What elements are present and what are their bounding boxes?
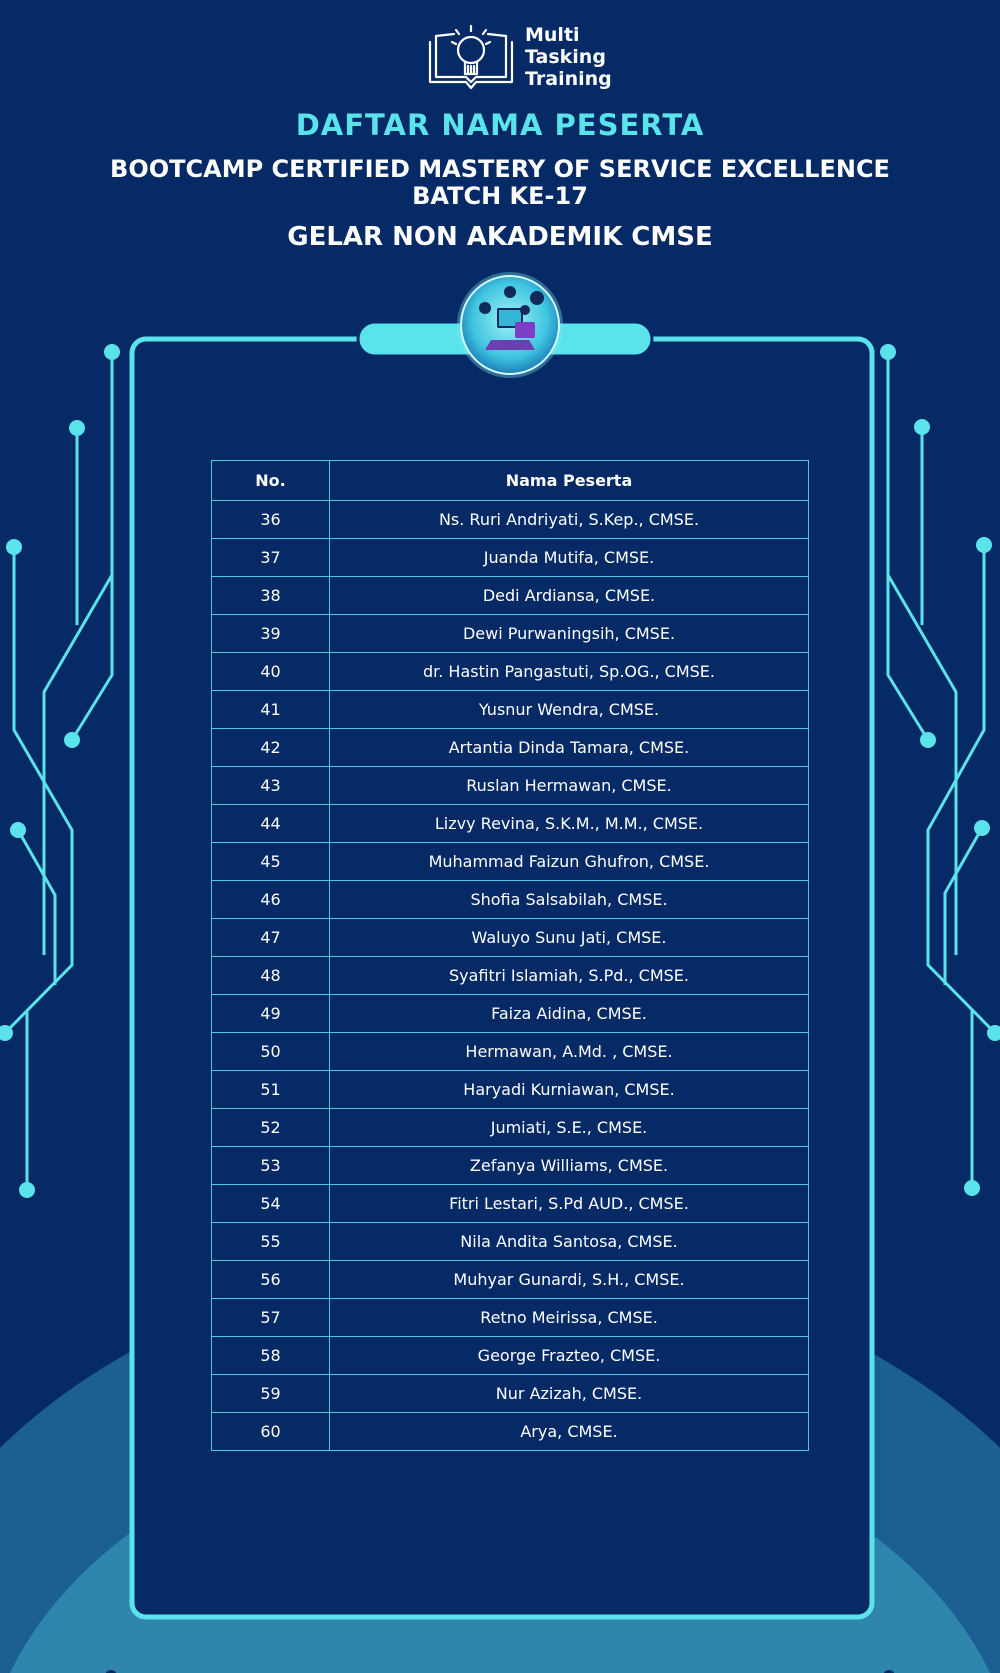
program-title-line-1: BOOTCAMP CERTIFIED MASTERY OF SERVICE EXCELLENCE — [110, 155, 890, 183]
degree-title: GELAR NON AKADEMIK CMSE — [287, 222, 713, 252]
table-row — [212, 1375, 809, 1413]
row-number: 51 — [212, 1071, 330, 1109]
participant-name: Nila Andita Santosa, CMSE. — [330, 1223, 809, 1261]
table-row — [212, 843, 809, 881]
table-row — [212, 501, 809, 539]
participants-table — [211, 460, 809, 1451]
participant-name: Yusnur Wendra, CMSE. — [330, 691, 809, 729]
computer-tech-icon — [455, 270, 565, 380]
page-title: DAFTAR NAMA PESERTA — [295, 108, 705, 142]
table-row — [212, 767, 809, 805]
brand-line-3: Training — [525, 68, 612, 90]
row-number: 40 — [212, 653, 330, 691]
table-row — [212, 1261, 809, 1299]
table-row — [212, 1223, 809, 1261]
row-number: 45 — [212, 843, 330, 881]
participant-name: Waluyo Sunu Jati, CMSE. — [330, 919, 809, 957]
table-row — [212, 729, 809, 767]
book-lightbulb-icon — [426, 22, 516, 94]
row-number: 50 — [212, 1033, 330, 1071]
row-number: 36 — [212, 501, 330, 539]
row-number: 57 — [212, 1299, 330, 1337]
table-row — [212, 919, 809, 957]
participant-name: Haryadi Kurniawan, CMSE. — [330, 1071, 809, 1109]
participant-name: Ruslan Hermawan, CMSE. — [330, 767, 809, 805]
participant-name: Lizvy Revina, S.K.M., M.M., CMSE. — [330, 805, 809, 843]
row-number: 46 — [212, 881, 330, 919]
participant-name: Retno Meirissa, CMSE. — [330, 1299, 809, 1337]
program-title-line-2: BATCH KE-17 — [412, 182, 588, 210]
participant-name: Hermawan, A.Md. , CMSE. — [330, 1033, 809, 1071]
circuit-left — [5, 352, 112, 1190]
row-number: 56 — [212, 1261, 330, 1299]
row-number: 49 — [212, 995, 330, 1033]
brand-line-1: Multi — [525, 24, 580, 46]
circuit-right-nodes — [880, 344, 1000, 1196]
row-number: 41 — [212, 691, 330, 729]
row-number: 54 — [212, 1185, 330, 1223]
table-row — [212, 653, 809, 691]
participant-name: Faiza Aidina, CMSE. — [330, 995, 809, 1033]
row-number: 44 — [212, 805, 330, 843]
row-number: 53 — [212, 1147, 330, 1185]
program-title — [100, 156, 900, 210]
table-row — [212, 995, 809, 1033]
row-number: 39 — [212, 615, 330, 653]
circuit-left-nodes — [0, 344, 120, 1198]
participant-name: Juanda Mutifa, CMSE. — [330, 539, 809, 577]
brand-line-2: Tasking — [525, 46, 606, 68]
participant-name: Shofia Salsabilah, CMSE. — [330, 881, 809, 919]
brand-logo — [426, 22, 626, 94]
participant-name: Jumiati, S.E., CMSE. — [330, 1109, 809, 1147]
table-row — [212, 1071, 809, 1109]
table-row — [212, 539, 809, 577]
row-number: 52 — [212, 1109, 330, 1147]
row-number: 60 — [212, 1413, 330, 1451]
participant-name: Ns. Ruri Andriyati, S.Kep., CMSE. — [330, 501, 809, 539]
row-number: 43 — [212, 767, 330, 805]
row-number: 42 — [212, 729, 330, 767]
participant-name: Dewi Purwaningsih, CMSE. — [330, 615, 809, 653]
row-number: 38 — [212, 577, 330, 615]
table-row — [212, 577, 809, 615]
brand-name — [525, 24, 612, 90]
row-number: 37 — [212, 539, 330, 577]
table-row — [212, 881, 809, 919]
participant-name: George Frazteo, CMSE. — [330, 1337, 809, 1375]
row-number: 59 — [212, 1375, 330, 1413]
participant-name: Arya, CMSE. — [330, 1413, 809, 1451]
row-number: 58 — [212, 1337, 330, 1375]
table-row — [212, 805, 809, 843]
participant-name: Dedi Ardiansa, CMSE. — [330, 577, 809, 615]
participant-name: dr. Hastin Pangastuti, Sp.OG., CMSE. — [330, 653, 809, 691]
table-row — [212, 615, 809, 653]
table-row — [212, 1413, 809, 1451]
table-header-row — [212, 461, 809, 501]
participant-name: Fitri Lestari, S.Pd AUD., CMSE. — [330, 1185, 809, 1223]
participant-name: Nur Azizah, CMSE. — [330, 1375, 809, 1413]
row-number: 48 — [212, 957, 330, 995]
table-row — [212, 1109, 809, 1147]
row-number: 47 — [212, 919, 330, 957]
participant-name: Artantia Dinda Tamara, CMSE. — [330, 729, 809, 767]
table-row — [212, 1299, 809, 1337]
participant-name: Muhammad Faizun Ghufron, CMSE. — [330, 843, 809, 881]
circuit-right — [888, 352, 995, 1188]
table-row — [212, 1033, 809, 1071]
header-no: No. — [212, 461, 330, 501]
table-row — [212, 957, 809, 995]
row-number: 55 — [212, 1223, 330, 1261]
table-row — [212, 1147, 809, 1185]
participant-name: Muhyar Gunardi, S.H., CMSE. — [330, 1261, 809, 1299]
table-row — [212, 1337, 809, 1375]
header-name: Nama Peserta — [330, 461, 809, 501]
participant-name: Syafitri Islamiah, S.Pd., CMSE. — [330, 957, 809, 995]
table-row — [212, 1185, 809, 1223]
participant-name: Zefanya Williams, CMSE. — [330, 1147, 809, 1185]
table-row — [212, 691, 809, 729]
